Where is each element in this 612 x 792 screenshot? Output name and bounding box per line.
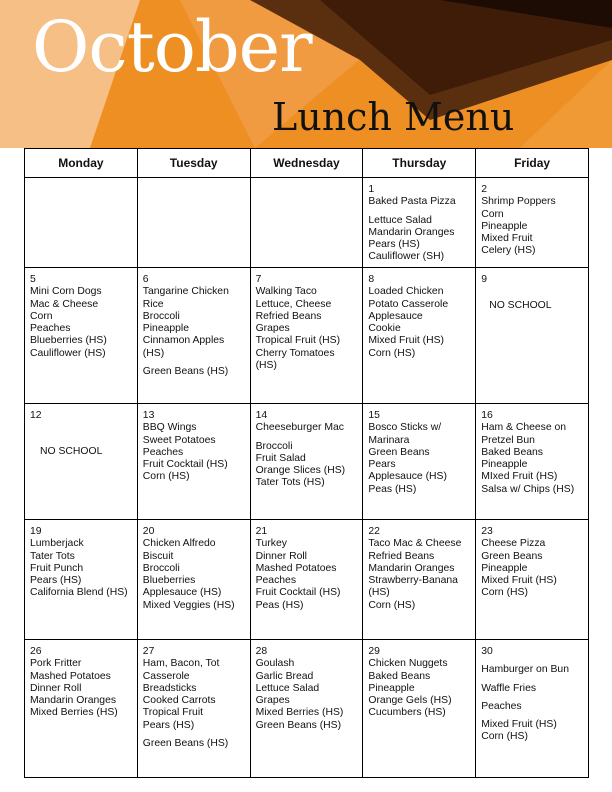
- menu-item: Salsa w/ Chips (HS): [481, 483, 575, 495]
- menu-item: Blueberries: [142, 575, 196, 587]
- day-number: 21: [255, 526, 268, 537]
- menu-item: Mandarin Oranges: [368, 226, 455, 238]
- day-number: 12: [30, 410, 42, 421]
- menu-item: Mixed Fruit (HS): [481, 719, 557, 731]
- day-cell-tuesday: [137, 640, 250, 778]
- menu-item: Refried Beans: [368, 550, 435, 562]
- day-number: 20: [142, 526, 155, 537]
- menu-item: Mixed Berries (HS): [255, 707, 344, 719]
- menu-item: Lumberjack: [30, 538, 84, 550]
- menu-item: Corn (HS): [481, 731, 528, 743]
- menu-item: Grapes: [255, 695, 290, 707]
- menu-item: Pineapple: [481, 220, 528, 232]
- day-number: 14: [255, 410, 268, 421]
- weekday-monday: Monday: [25, 149, 138, 178]
- menu-item: Mixed Veggies (HS): [142, 599, 235, 611]
- menu-item: Green Beans: [368, 446, 430, 458]
- day-cell-thursday: [363, 178, 476, 268]
- menu-item: Mandarin Oranges: [368, 562, 455, 574]
- menu-item: Casserole: [142, 670, 190, 682]
- weekday-friday: Friday: [476, 149, 589, 178]
- day-number: 2: [481, 184, 487, 195]
- week-row: [25, 640, 589, 778]
- menu-item: Broccoli: [142, 562, 180, 574]
- day-cell-monday: [25, 404, 138, 520]
- menu-item: Pineapple: [481, 459, 528, 471]
- day-number: 26: [30, 646, 42, 657]
- menu-item: Pears (HS): [142, 719, 195, 731]
- day-number: 19: [30, 526, 42, 537]
- week-row: [25, 404, 589, 520]
- day-cell-friday: [476, 640, 589, 778]
- lunch-calendar: [24, 148, 589, 778]
- menu-item: Mixed Berries (HS): [30, 707, 118, 719]
- menu-item: Pears (HS): [368, 239, 420, 251]
- menu-item: Peaches: [30, 323, 71, 335]
- menu-item: Dinner Roll: [30, 682, 82, 694]
- menu-item: Tater Tots: [30, 550, 75, 562]
- day-cell-wednesday: [250, 640, 363, 778]
- day-number: 15: [368, 410, 380, 421]
- menu-item: Ham, Bacon, Tot: [142, 658, 220, 670]
- weekday-thursday: Thursday: [363, 149, 476, 178]
- menu-item: Corn (HS): [368, 347, 416, 359]
- day-cell-thursday: [363, 404, 476, 520]
- menu-item: Cookie: [368, 323, 401, 335]
- day-cell-monday: [25, 268, 138, 404]
- no-school-note: NO SCHOOL: [40, 446, 103, 458]
- menu-item: Pork Fritter: [30, 658, 82, 670]
- header-banner: [0, 0, 612, 148]
- menu-item: Mixed Fruit (HS): [481, 575, 557, 587]
- menu-item: Lettuce Salad: [255, 682, 320, 694]
- menu-item: Pineapple: [368, 682, 415, 694]
- week-row: [25, 268, 589, 404]
- menu-item: Turkey: [255, 538, 287, 550]
- day-cell-wednesday: [250, 520, 363, 640]
- menu-item: Taco Mac & Cheese: [368, 538, 462, 550]
- menu-item: Lettuce, Cheese: [255, 298, 332, 310]
- day-number: 7: [255, 274, 262, 285]
- day-cell-friday: [476, 268, 589, 404]
- menu-item: Corn (HS): [368, 599, 416, 611]
- menu-item: Chicken Alfredo: [142, 538, 216, 550]
- menu-item: Orange Slices (HS): [255, 465, 346, 477]
- menu-item: Corn: [481, 208, 504, 220]
- menu-item: Mixed Fruit: [481, 233, 533, 245]
- menu-item: Fruit Cocktail (HS): [142, 459, 228, 471]
- day-number: 9: [481, 274, 487, 285]
- menu-item: Chicken Nuggets: [368, 658, 448, 670]
- menu-item: Bosco Sticks w/: [368, 422, 442, 434]
- menu-item: Hamburger on Bun: [481, 664, 569, 676]
- menu-item: Mashed Potatoes: [30, 670, 111, 682]
- menu-item: Rice: [142, 298, 164, 310]
- menu-item: Blueberries (HS): [30, 335, 107, 347]
- day-number: 23: [481, 526, 493, 537]
- menu-item: Fruit Salad: [255, 452, 306, 464]
- menu-item: Dinner Roll: [255, 550, 307, 562]
- day-number: 29: [368, 646, 380, 657]
- menu-item: Corn (HS): [481, 587, 528, 599]
- day-number: 28: [255, 646, 268, 657]
- menu-item: Green Beans (HS): [142, 738, 229, 750]
- menu-item: Applesauce (HS): [142, 587, 222, 599]
- day-cell-tuesday: [137, 268, 250, 404]
- week-row: [25, 178, 589, 268]
- menu-item: Cucumbers (HS): [368, 707, 446, 719]
- menu-item: Pineapple: [142, 323, 190, 335]
- day-cell-tuesday: [137, 404, 250, 520]
- day-cell-thursday: [363, 520, 476, 640]
- menu-item: Ham & Cheese on: [481, 422, 567, 434]
- menu-item: Cinnamon Apples (HS): [142, 335, 225, 359]
- day-cell-wednesday: [250, 268, 363, 404]
- menu-item: Peaches: [481, 700, 522, 712]
- menu-item: Fruit Punch: [30, 562, 84, 574]
- menu-item: Broccoli: [142, 310, 180, 322]
- day-cell-monday: [25, 640, 138, 778]
- menu-item: Peas (HS): [255, 599, 304, 611]
- menu-item: Walking Taco: [255, 286, 317, 298]
- menu-item: Breadsticks: [142, 682, 197, 694]
- menu-item: Grapes: [255, 323, 290, 335]
- menu-item: Baked Beans: [368, 670, 431, 682]
- menu-item: Cauliflower (HS): [30, 347, 106, 359]
- empty-day-cell: [25, 178, 138, 268]
- menu-item: Cheeseburger Mac: [255, 422, 344, 434]
- menu-item: Corn: [30, 310, 53, 322]
- day-cell-friday: [476, 178, 589, 268]
- day-number: 1: [368, 184, 375, 195]
- menu-item: Lettuce Salad: [368, 214, 432, 226]
- menu-item: Pineapple: [481, 562, 528, 574]
- day-number: 16: [481, 410, 493, 421]
- menu-item: Refried Beans: [255, 310, 322, 322]
- empty-day-cell: [250, 178, 363, 268]
- no-school-note: NO SCHOOL: [489, 300, 552, 312]
- menu-item: Peaches: [255, 575, 297, 587]
- menu-item: BBQ Wings: [142, 422, 197, 434]
- menu-item: Mini Corn Dogs: [30, 286, 102, 298]
- menu-item: Garlic Bread: [255, 670, 314, 682]
- menu-item: California Blend (HS): [30, 587, 128, 599]
- menu-item: Orange Gels (HS): [368, 695, 452, 707]
- menu-item: Peaches: [142, 446, 184, 458]
- menu-item: Loaded Chicken: [368, 286, 444, 298]
- menu-item: Goulash: [255, 658, 295, 670]
- day-number: 30: [481, 646, 493, 657]
- menu-item: Tropical Fruit: [142, 707, 204, 719]
- menu-item: Green Beans: [481, 550, 543, 562]
- menu-item: Pears: [368, 459, 396, 471]
- day-cell-friday: [476, 404, 589, 520]
- menu-item: Baked Pasta Pizza: [368, 196, 456, 208]
- title-october: October: [32, 6, 312, 88]
- menu-item: Applesauce: [368, 310, 423, 322]
- menu-item: MIxed Fruit (HS): [481, 471, 558, 483]
- menu-item: Applesauce (HS): [368, 471, 447, 483]
- menu-item: Waffle Fries: [481, 682, 537, 694]
- menu-item: Cherry Tomatoes (HS): [255, 347, 335, 372]
- day-number: 8: [368, 274, 375, 285]
- day-cell-friday: [476, 520, 589, 640]
- menu-item: Potato Casserole: [368, 298, 449, 310]
- day-number: 13: [142, 410, 155, 421]
- day-cell-thursday: [363, 268, 476, 404]
- menu-item: Fruit Cocktail (HS): [255, 587, 341, 599]
- menu-item: Cheese Pizza: [481, 538, 546, 550]
- weekday-header-row: [25, 149, 589, 178]
- day-cell-monday: [25, 520, 138, 640]
- menu-item: Celery (HS): [481, 245, 536, 257]
- menu-item: Cauliflower (SH): [368, 251, 445, 263]
- menu-item: Peas (HS): [368, 483, 417, 495]
- menu-item: Corn (HS): [142, 471, 190, 483]
- menu-item: Shrimp Poppers: [481, 196, 556, 208]
- menu-item: Mixed Fruit (HS): [368, 335, 445, 347]
- weekday-tuesday: Tuesday: [137, 149, 250, 178]
- day-cell-tuesday: [137, 520, 250, 640]
- menu-item: Broccoli: [255, 440, 293, 452]
- day-number: 22: [368, 526, 380, 537]
- menu-item: Biscuit: [142, 550, 174, 562]
- menu-item: Pretzel Bun: [481, 434, 535, 446]
- menu-item: Tater Tots (HS): [255, 477, 325, 489]
- menu-item: Tropical Fruit (HS): [255, 335, 341, 347]
- menu-item: Green Beans (HS): [142, 366, 229, 378]
- week-row: [25, 520, 589, 640]
- menu-item: Cooked Carrots: [142, 695, 216, 707]
- menu-item: Marinara: [368, 434, 410, 446]
- empty-day-cell: [137, 178, 250, 268]
- day-number: 5: [30, 274, 36, 285]
- menu-item: Mashed Potatoes: [255, 562, 337, 574]
- menu-item: Mac & Cheese: [30, 298, 99, 310]
- weekday-wednesday: Wednesday: [250, 149, 363, 178]
- day-number: 27: [142, 646, 155, 657]
- menu-item: Pears (HS): [30, 575, 82, 587]
- day-cell-thursday: [363, 640, 476, 778]
- menu-item: Green Beans (HS): [255, 719, 342, 731]
- menu-item: Mandarin Oranges: [30, 695, 117, 707]
- day-cell-wednesday: [250, 404, 363, 520]
- menu-item: Sweet Potatoes: [142, 434, 216, 446]
- menu-item: Baked Beans: [481, 446, 543, 458]
- menu-item: Strawberry-Banana (HS): [368, 575, 458, 599]
- day-number: 6: [142, 274, 149, 285]
- title-lunch-menu: Lunch Menu: [272, 95, 515, 139]
- menu-item: Tangarine Chicken: [142, 286, 229, 298]
